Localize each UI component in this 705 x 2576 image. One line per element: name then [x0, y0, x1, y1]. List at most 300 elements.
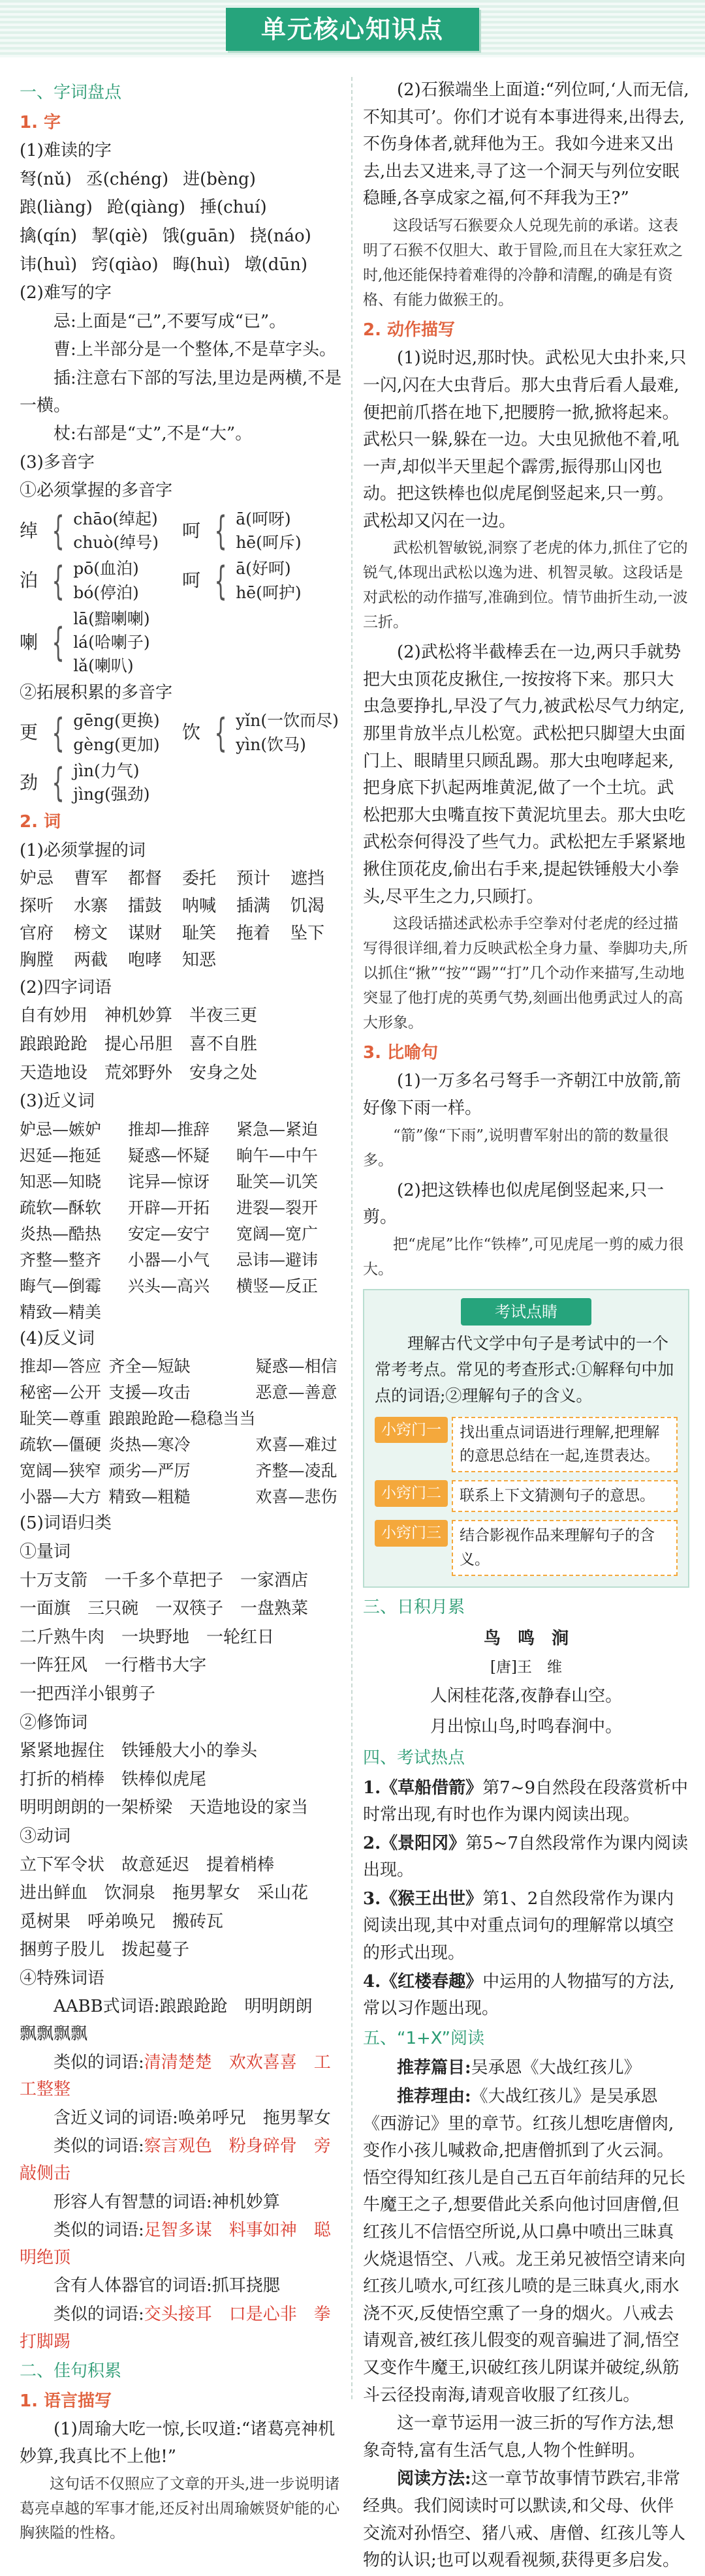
list-subtitle: ③动词 [20, 1826, 71, 1846]
pair-word: 推却 [20, 1357, 53, 1376]
word-pair [20, 1273, 128, 1299]
pair-word: 齐整 [255, 1461, 289, 1481]
pair-word: 齐全 [108, 1357, 142, 1376]
list-title: (5)词语归类 [20, 1513, 112, 1534]
list-title: (3)多音字 [20, 452, 95, 472]
hot-topic-title: 4.《红楼春趣》 [363, 1971, 483, 1992]
word-pair [20, 1484, 108, 1510]
polyphone-reading: jìn(力气) [73, 761, 140, 780]
wisdom-line: 形容人有智慧的词语:神机妙算 [54, 2192, 280, 2212]
polyphone [20, 759, 182, 807]
word: 咆哮 [128, 950, 163, 971]
word-pair [20, 1458, 108, 1484]
tilde-icon: — [52, 1250, 69, 1269]
list-subtitle: ①必须掌握的多音字 [20, 481, 173, 501]
polyphone-readings [73, 607, 149, 678]
pair-word: 避讳 [285, 1250, 319, 1269]
word: 擂鼓 [128, 896, 163, 917]
polyphone-reading: lā(黯喇喇) [73, 609, 150, 628]
pair-word: 稳稳当当 [190, 1409, 256, 1429]
hot-topic [363, 1969, 689, 2023]
word-pair [20, 1354, 108, 1380]
word-pair [128, 1195, 236, 1221]
tilde-icon: — [52, 1487, 69, 1507]
word-pair [20, 1195, 128, 1221]
pair-word: 宽阔 [236, 1224, 270, 1243]
word: 知恶 [182, 950, 217, 971]
phrase-line: 紧紧地握住 铁锤般大小的拳头 [20, 1741, 258, 1761]
pair-word: 支援 [108, 1383, 142, 1402]
pinyin-item: 窍(qiào) [91, 254, 159, 275]
pair-word: 恶意 [255, 1383, 289, 1402]
hot-topic-title: 2.《景阳冈》 [363, 1833, 466, 1853]
tilde-icon: — [269, 1198, 286, 1217]
poem-line: 人闲桂花落,夜静春山空。 [430, 1686, 623, 1706]
polyphone-reading: bó(停泊) [73, 583, 139, 602]
polyphone-char: 饮 [182, 721, 201, 744]
similar-line: 类似的词语:交头接耳 口是心非 拳打脚踢 [20, 2305, 331, 2352]
word: 坠下 [290, 923, 325, 943]
tilde-icon: — [52, 1357, 69, 1376]
pinyin-row [20, 223, 345, 250]
exam-intro: 理解古代文学中句子是考试中的一个常考考点。常见的考查形式:①解释句中加点的词语;②理解句子的含义。 [375, 1333, 674, 1405]
tilde-icon: — [161, 1224, 178, 1243]
hot-topic-text: 中运用的人物描写的方法,常以习作题出现。 [363, 1971, 675, 2019]
word-pair [236, 1221, 345, 1247]
phrase-line: 进出鲜血 饮洞泉 拖男挈女 采山花 [20, 1883, 309, 1903]
word-pair [236, 1273, 345, 1299]
phrase-line: 明明朗朗的一架桥梁 天造地设的家当 [20, 1798, 309, 1818]
word: 榜文 [74, 923, 108, 943]
tilde-icon: — [141, 1383, 158, 1402]
list-title: (2)难写的字 [20, 283, 112, 303]
poem-author: [唐]王 维 [490, 1658, 562, 1676]
analysis-note: 这段话写石猴要众人兑现先前的承诺。这表明了石猴不仅胆大、敢于冒险,而且在大家狂欢之时,他还能保持着难得的冷静和清醒,的确是有资格、有能力做猴王的。 [363, 217, 683, 309]
tilde-icon: — [52, 1145, 69, 1165]
word-pair [236, 1247, 345, 1273]
word-pair [20, 1380, 108, 1406]
polyphone-reading: chāo(绰起) [73, 509, 158, 528]
section-heading: 一、字词盘点 [20, 83, 122, 102]
word-pair [20, 1221, 128, 1247]
word-pair [108, 1354, 255, 1380]
polyphone-char: 喇 [20, 631, 39, 653]
word-pair [108, 1432, 255, 1458]
hot-topic-text: 第5~7自然段常作为课内阅读出现。 [363, 1833, 689, 1881]
tip-text: 找出重点词语进行理解,把理解的意思总结在一起,连贯表达。 [452, 1417, 678, 1473]
pair-word: 晦气 [20, 1276, 53, 1296]
pair-word: 紧迫 [285, 1119, 319, 1139]
section-heading: 五、“1+X”阅读 [363, 2028, 485, 2048]
pair-word: 知恶 [20, 1172, 53, 1191]
pinyin-item: 踉(liàng) [20, 198, 93, 218]
tilde-icon: — [161, 1250, 178, 1269]
pair-word: 悲伤 [304, 1487, 337, 1507]
tilde-icon: — [269, 1119, 286, 1139]
tilde-icon: — [269, 1276, 286, 1296]
pair-word: 炎热 [20, 1224, 53, 1243]
exam-tips-title: 考试点睛 [461, 1298, 591, 1326]
polyphone-char: 绰 [20, 519, 39, 541]
poem-title: 鸟 鸣 涧 [483, 1629, 569, 1649]
tilde-icon: — [161, 1172, 178, 1191]
pair-word: 欢喜 [255, 1487, 289, 1507]
pair-word: 安宁 [177, 1224, 210, 1243]
subsection-heading: 1. 语言描写 [20, 2391, 112, 2411]
analysis-note: 这段话描述武松赤手空拳对付老虎的经过描写得很详细,着力反映武松全身力量、拳脚功夫,所以抓住“揪”“按”“踢”“打”几个动作来描写,生动地突显了他打虎的英勇气势,刻画出他勇武过人的高大形象。 [363, 915, 688, 1031]
right-column [363, 77, 689, 2576]
word-pair [256, 1432, 345, 1458]
tip-text: 结合影视作品来理解句子的含义。 [452, 1520, 678, 1576]
word-pair [20, 1406, 108, 1432]
quote: (1)一万多名弓弩手一齐朝江中放箭,箭好像下雨一样。 [363, 1071, 682, 1119]
hot-topic-title: 3.《猴王出世》 [363, 1888, 483, 1909]
word-pair [256, 1354, 345, 1380]
polyphone-reading: pō(血泊) [73, 559, 139, 579]
polyphone [20, 607, 182, 678]
exam-tips-box [363, 1289, 689, 1588]
tip-tag: 小窍门一 [375, 1417, 448, 1444]
word: 插满 [236, 896, 271, 917]
word: 饥渴 [290, 896, 325, 917]
pair-word: 精美 [69, 1302, 102, 1322]
phrase-line: 一把西洋小银剪子 [20, 1684, 156, 1704]
analysis-note: 把“虎尾”比作“铁棒”,可见虎尾一剪的威力很大。 [363, 1235, 684, 1278]
list-subtitle: ①量词 [20, 1541, 71, 1562]
phrase-line: 觅树果 呼弟唤兄 搬砖瓦 [20, 1911, 224, 1932]
list-subtitle: ④特殊词语 [20, 1968, 105, 1988]
pair-word: 大方 [69, 1487, 102, 1507]
pair-word: 精致 [20, 1302, 53, 1322]
word-pair [108, 1406, 255, 1432]
tip-item [375, 1480, 678, 1512]
pair-word: 小器 [128, 1250, 161, 1269]
word: 谋财 [128, 923, 163, 943]
word-pair [128, 1143, 236, 1169]
pair-word: 紧急 [236, 1119, 270, 1139]
analysis-note: 武松机智敏锐,洞察了老虎的体力,抓住了它的锐气,体现出武松以逸为进、机智灵敏。这段话是对武松的动作描写,准确到位。情节曲折生动,一波三折。 [363, 539, 688, 631]
tip-item [375, 1520, 678, 1576]
polyphone-readings [236, 557, 301, 605]
word-pair [20, 1299, 128, 1326]
pair-word: 讥笑 [285, 1172, 319, 1191]
tilde-icon: — [288, 1435, 305, 1455]
brace-icon: { [52, 710, 65, 756]
organ-line: 含有人体器官的词语:抓耳挠腮 [54, 2276, 280, 2296]
word-pair [20, 1117, 128, 1143]
pair-word: 迟延 [20, 1145, 53, 1165]
polyphone-reading: lǎ(喇叭) [73, 656, 134, 676]
subsection-heading: 2. 词 [20, 812, 61, 832]
poem-lines [363, 1681, 689, 1742]
hot-topic-text: 第1、2自然段常作为课内阅读出现,其中对重点词句的理解常以填空的形式出现。 [363, 1888, 674, 1963]
pair-word: 疑惑 [128, 1145, 161, 1165]
four-char-line: 天造地设 荒郊野外 安身之处 [20, 1063, 258, 1083]
list-title: (3)近义词 [20, 1091, 95, 1112]
pair-word: 晌午 [236, 1145, 270, 1165]
word-pair [108, 1458, 255, 1484]
word-pair [236, 1117, 345, 1143]
word-pair [256, 1406, 345, 1432]
hot-topic [363, 1886, 689, 1967]
pair-word: 小气 [177, 1250, 210, 1269]
tip-tag: 小窍门三 [375, 1520, 448, 1547]
subsection-heading: 3. 比喻句 [363, 1042, 439, 1063]
tilde-icon: — [52, 1383, 69, 1402]
hot-topic [363, 1830, 689, 1885]
word-pair [128, 1273, 236, 1299]
recommend-line: 推荐篇目:吴承恩《大战红孩儿》 [397, 2058, 641, 2078]
word-grid [20, 866, 345, 974]
word: 妒忌 [20, 869, 54, 889]
polyphone-list [20, 506, 345, 680]
polyphone-reading: hē(呵斥) [236, 533, 302, 553]
word-pair [236, 1195, 345, 1221]
tilde-icon: — [161, 1119, 178, 1139]
phrase-line: 立下军令状 故意延迟 提着梢棒 [20, 1855, 275, 1875]
pair-word: 疏软 [20, 1198, 53, 1217]
pinyin-list [20, 166, 345, 279]
word: 胸膛 [20, 950, 54, 971]
pair-word: 开辟 [128, 1198, 161, 1217]
pair-word: 公开 [69, 1383, 102, 1402]
pinyin-item: 饿(guān) [162, 226, 236, 246]
polyphone-reading: hē(呵护) [236, 583, 302, 602]
tilde-icon: — [52, 1276, 69, 1296]
pair-word: 尊重 [69, 1409, 102, 1429]
aabb-line: AABB式词语:踉踉跄跄 明明朗朗 飘飘飘飘 [20, 1997, 330, 2044]
section-heading: 四、考试热点 [363, 1748, 465, 1768]
pair-word: 宽广 [285, 1224, 319, 1243]
tilde-icon: — [174, 1409, 191, 1429]
tilde-icon: — [141, 1487, 158, 1507]
pair-word: 耻笑 [20, 1409, 53, 1429]
tip-tag: 小窍门二 [375, 1480, 448, 1507]
tilde-icon: — [52, 1461, 69, 1481]
hot-topics [363, 1775, 689, 2023]
word-pair [256, 1380, 345, 1406]
polyphone-char: 劲 [20, 771, 39, 793]
hot-topic-text: 第7~9自然段在段落赏析中时常出现,有时也作为课内阅读出现。 [363, 1778, 689, 1825]
tilde-icon: — [161, 1276, 178, 1296]
section-heading: 二、佳句积累 [20, 2361, 122, 2382]
pair-word: 怀疑 [177, 1145, 210, 1165]
pair-word: 妒忌 [20, 1119, 53, 1139]
word: 官府 [20, 923, 54, 943]
analysis-note: 这句话不仅照应了文章的开头,进一步说明诸葛亮卓越的军事才能,还反衬出周瑜嫉贤妒能的心胸狭隘的性格。 [20, 2475, 340, 2542]
pair-word: 答应 [69, 1357, 102, 1376]
list-title: (2)四字词语 [20, 977, 112, 997]
poem-line: 月出惊山鸟,时鸣春涧中。 [430, 1717, 623, 1737]
pair-word: 善意 [304, 1383, 337, 1402]
pair-word: 裂开 [285, 1198, 319, 1217]
pair-word: 凌乱 [304, 1461, 337, 1481]
phrase-line: 捆剪子股儿 拨起蔓子 [20, 1940, 190, 1960]
brace-icon: { [214, 508, 227, 554]
word: 都督 [128, 869, 163, 889]
writing-note: 曹:上半部分是一个整体,不是草字头。 [54, 340, 337, 360]
polyphone [182, 557, 345, 605]
pair-word: 倒霉 [69, 1276, 102, 1296]
tilde-icon: — [288, 1461, 305, 1481]
pair-word: 反正 [285, 1276, 319, 1296]
tilde-icon: — [161, 1198, 178, 1217]
polyphone-reading: ā(好呵) [236, 559, 291, 579]
pair-word: 踉踉跄跄 [108, 1409, 174, 1429]
tilde-icon: — [269, 1250, 286, 1269]
pair-word: 严厉 [157, 1461, 191, 1481]
pair-word: 推却 [128, 1119, 161, 1139]
analysis-note: “箭”像“下雨”,说明曹军射出的箭的数量很多。 [363, 1127, 669, 1169]
phrase-line: 打折的梢棒 铁棒似虎尾 [20, 1769, 207, 1789]
pair-word: 相信 [304, 1357, 337, 1376]
left-column [20, 77, 345, 2550]
pinyin-item: 捶(chuí) [199, 198, 267, 218]
word-pair [20, 1432, 108, 1458]
brace-icon: { [214, 710, 227, 756]
polyphone [182, 709, 345, 757]
word: 耻笑 [182, 923, 217, 943]
tilde-icon: — [141, 1435, 158, 1455]
word-pair [128, 1117, 236, 1143]
polyphone-reading: jìng(强劲) [73, 785, 150, 804]
pair-word: 攻击 [157, 1383, 191, 1402]
pair-word: 知晓 [69, 1172, 102, 1191]
four-char-line: 踉踉跄跄 提心吊胆 喜不自胜 [20, 1035, 258, 1054]
pair-word: 进裂 [236, 1198, 270, 1217]
writing-note: 杖:右部是“丈”,不是“大”。 [54, 424, 253, 444]
phrase-line: 十万支箭 一千多个草把子 一家酒店 [20, 1570, 309, 1590]
pair-word: 欢喜 [255, 1435, 289, 1455]
synonym-list [20, 1117, 345, 1326]
pinyin-row [20, 194, 345, 222]
four-char-list [20, 1003, 345, 1087]
reason-para-2: 这一章节运用一波三折的写作方法,想象奇特,富有生活气息,人物个性鲜明。 [363, 2414, 674, 2461]
brace-icon: { [52, 508, 65, 554]
poem [363, 1624, 689, 1742]
pair-word: 齐整 [20, 1250, 53, 1269]
pair-word: 短缺 [157, 1357, 191, 1376]
subsection-heading: 1. 字 [20, 112, 61, 132]
tilde-icon: — [269, 1224, 286, 1243]
pair-word: 开拓 [177, 1198, 210, 1217]
phrase-line: 一阵狂风 一行楷书大字 [20, 1656, 207, 1676]
writing-notes [20, 309, 345, 448]
polyphone-readings [236, 508, 301, 555]
section-heading: 三、日积月累 [363, 1597, 465, 1617]
word-pair [128, 1169, 236, 1195]
word-pair [128, 1221, 236, 1247]
tilde-icon: — [141, 1461, 158, 1481]
tilde-icon: — [52, 1435, 69, 1455]
pair-word: 高兴 [177, 1276, 210, 1296]
tilde-icon: — [288, 1357, 305, 1376]
near-line: 含近义词的词语:唤弟呼兄 拖男挈女 [54, 2108, 331, 2128]
tilde-icon: — [161, 1145, 178, 1165]
brace-icon: { [52, 760, 65, 806]
pair-word: 狭窄 [69, 1461, 102, 1481]
pair-word: 难过 [304, 1435, 337, 1455]
word: 两截 [74, 950, 108, 971]
pair-word: 僵硬 [69, 1435, 102, 1455]
pair-word: 疏软 [20, 1435, 53, 1455]
pair-word: 宽阔 [20, 1461, 53, 1481]
tilde-icon: — [269, 1145, 286, 1165]
quote: (2)把这铁棒也似虎尾倒竖起来,只一剪。 [363, 1180, 665, 1228]
pair-word: 中午 [285, 1145, 319, 1165]
pair-word: 小器 [20, 1487, 53, 1507]
pinyin-item: 墩(dūn) [244, 254, 308, 275]
polyphone-char: 呵 [182, 569, 201, 592]
list-subtitle: ②修饰词 [20, 1712, 88, 1733]
pinyin-item: 进(bèng) [183, 169, 256, 189]
pair-word: 顽劣 [108, 1461, 142, 1481]
brace-icon: { [52, 558, 65, 604]
pinyin-row [20, 166, 345, 194]
polyphone-list [20, 708, 345, 808]
column-divider [351, 77, 352, 2399]
pair-word: 安定 [128, 1224, 161, 1243]
quote: (1)说时迟,那时快。武松见大虫扑来,只一闪,闪在大虫背后。那大虫背后看人最难,便把前爪搭在地下,把腰胯一掀,掀将起来。武松只一躲,躲在一边。大虫见掀他不着,吼一声,却似半天里起个霹雳,振得那山冈也动。把这铁棒也似虎尾倒竖起来,只一剪。武松却又闪在一边。 [363, 348, 687, 531]
quote: (1)周瑜大吃一惊,长叹道:“诸葛亮神机妙算,我真比不上他!” [20, 2419, 336, 2466]
polyphone-reading: ā(呵呀) [236, 509, 291, 528]
pair-word: 惊讶 [177, 1172, 210, 1191]
polyphone-readings [73, 759, 149, 807]
polyphone-readings [73, 709, 159, 757]
tilde-icon: — [52, 1198, 69, 1217]
pair-word: 忌讳 [236, 1250, 270, 1269]
word-pair [20, 1169, 128, 1195]
pair-word: 兴头 [128, 1276, 161, 1296]
writing-note: 忌:上面是“己”,不要写成“已”。 [54, 311, 287, 331]
word-pair [256, 1484, 345, 1510]
subsection-heading: 2. 动作描写 [363, 320, 456, 340]
word: 曹军 [74, 869, 108, 889]
word-pair [128, 1247, 236, 1273]
tilde-icon: — [52, 1302, 69, 1322]
pinyin-item: 擒(qín) [20, 226, 77, 246]
pair-word: 拖延 [69, 1145, 102, 1165]
pair-word: 诧异 [128, 1172, 161, 1191]
word-pair [20, 1143, 128, 1169]
pinyin-row [20, 252, 345, 279]
method-para: 阅读方法:这一章节故事情节跌宕,非常经典。我们阅读时可以默读,和父母、伙伴交流对孙悟空、猪八戒、唐僧、红孩儿等人物的认识;也可以观看视频,获得更多启发。 [363, 2469, 686, 2571]
word-pair [236, 1169, 345, 1195]
polyphone-char: 呵 [182, 519, 201, 541]
polyphone-readings [236, 709, 339, 757]
polyphone-char: 泊 [20, 569, 39, 592]
pinyin-item: 丞(chéng) [86, 169, 169, 189]
hot-topic [363, 1775, 689, 1829]
pinyin-item: 挠(náo) [249, 226, 311, 246]
pair-word: 疑惑 [255, 1357, 289, 1376]
four-char-line: 自有妙用 神机妙算 半夜三更 [20, 1006, 258, 1026]
tilde-icon: — [269, 1172, 286, 1191]
list-subtitle: ②拓展积累的多音字 [20, 682, 173, 703]
measure-words [20, 1568, 345, 1708]
word-pair [20, 1247, 128, 1273]
polyphone [182, 508, 345, 555]
pinyin-item: 跄(qiàng) [106, 198, 185, 218]
polyphone [20, 557, 182, 605]
polyphone-reading: lá(哈喇子) [73, 633, 150, 652]
hot-topic-title: 1.《草船借箭》 [363, 1778, 483, 1798]
pair-word: 推辞 [177, 1119, 210, 1139]
polyphone-reading: chuò(绰号) [73, 533, 159, 553]
pair-word: 横竖 [236, 1276, 270, 1296]
polyphone-reading: yǐn(一饮而尽) [236, 711, 339, 731]
tilde-icon: — [52, 1224, 69, 1243]
